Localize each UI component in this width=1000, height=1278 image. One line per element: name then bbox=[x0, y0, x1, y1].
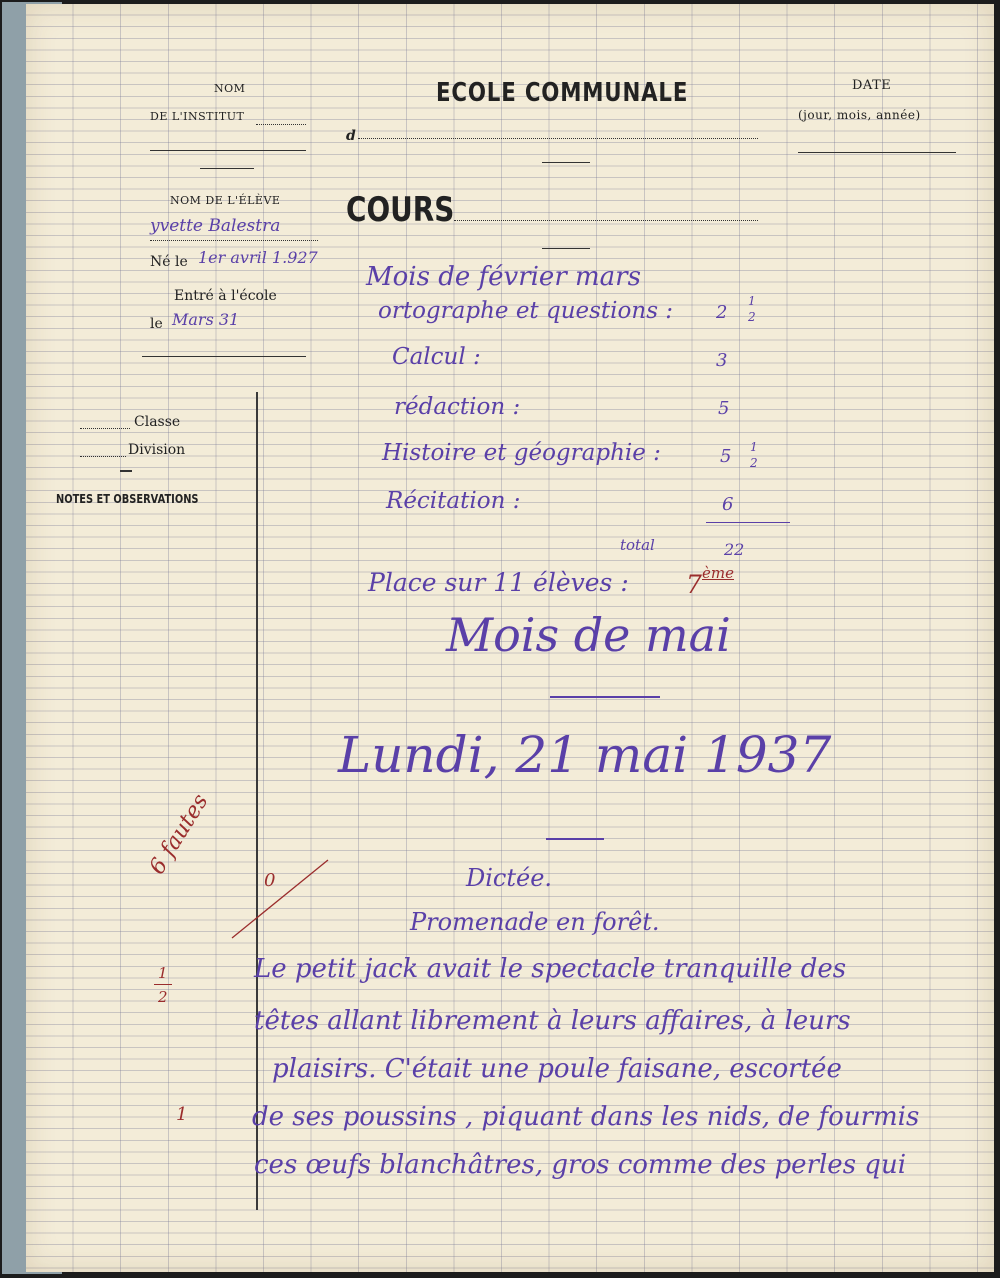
date-label: DATE bbox=[852, 78, 892, 93]
total-label: total bbox=[620, 536, 655, 554]
le-label: le bbox=[150, 316, 163, 332]
date-line bbox=[798, 152, 956, 153]
grade-subject-5: Récitation : bbox=[386, 488, 521, 514]
cours-line bbox=[454, 220, 758, 221]
school-line bbox=[358, 138, 758, 139]
division-label: Division bbox=[128, 442, 186, 458]
ne-label: Né le bbox=[150, 254, 188, 270]
half-num: 1 bbox=[158, 964, 168, 982]
notebook-page bbox=[26, 4, 994, 1272]
notes-label: NOTES ET OBSERVATIONS bbox=[56, 492, 199, 506]
dictation-line-3: plaisirs. C'était une poule faisane, escortée bbox=[272, 1054, 842, 1084]
eleve-divider bbox=[142, 356, 306, 357]
month-heading: Mois de mai bbox=[446, 608, 731, 662]
exercise-title: Dictée. bbox=[466, 864, 553, 892]
institut-line-2 bbox=[150, 150, 306, 151]
division-line bbox=[80, 456, 126, 457]
grade-score-1: 2 bbox=[716, 302, 728, 323]
dictation-line-2: têtes allant librement à leurs affaires, à leurs bbox=[254, 1006, 851, 1036]
school-divider bbox=[542, 162, 590, 163]
month-title: Mois de février mars bbox=[366, 262, 641, 292]
sidebar-dash bbox=[120, 470, 132, 472]
correction-slash bbox=[226, 854, 336, 944]
grade-frac-num-1: 1 bbox=[748, 294, 756, 308]
grade-subject-4: Histoire et géographie : bbox=[382, 440, 661, 466]
grade-frac-num-4: 1 bbox=[750, 440, 758, 454]
eleve-label: NOM DE L'ÉLÈVE bbox=[170, 194, 281, 207]
place-suffix: ème bbox=[702, 564, 734, 582]
grade-subject-2: Calcul : bbox=[392, 344, 481, 370]
correction-slash-line bbox=[232, 860, 328, 938]
dictation-line-1: Le petit jack avait le spectacle tranquille des bbox=[254, 954, 847, 984]
header-divider bbox=[200, 168, 254, 169]
dictation-line-5: ces œufs blanchâtres, gros comme des perles qui bbox=[254, 1150, 907, 1180]
grade-score-4: 5 bbox=[720, 446, 732, 467]
cours-label: COURS bbox=[346, 190, 455, 230]
grade-subject-3: rédaction : bbox=[394, 394, 521, 420]
date-divider bbox=[546, 838, 604, 840]
place-rank: 7 bbox=[686, 570, 702, 599]
faults-zero: 0 bbox=[264, 870, 276, 891]
grade-score-5: 6 bbox=[722, 494, 734, 515]
grade-subject-1: ortographe et questions : bbox=[378, 298, 674, 324]
month-divider bbox=[550, 696, 660, 698]
school-title: ECOLE COMMUNALE bbox=[436, 78, 689, 108]
institut-label: DE L'INSTITUT bbox=[150, 110, 245, 123]
total-value: 22 bbox=[724, 540, 745, 559]
total-rule bbox=[706, 522, 790, 523]
dictation-line-4: de ses poussins , piquant dans les nids, de fourmis bbox=[252, 1102, 920, 1132]
grade-frac-den-4: 2 bbox=[750, 456, 758, 470]
faults-note: 6 fautes bbox=[144, 789, 214, 879]
nom-label: NOM bbox=[214, 82, 246, 95]
entre-label: Entré à l'école bbox=[174, 288, 277, 304]
grade-frac-den-1: 2 bbox=[748, 310, 756, 324]
half-bar bbox=[154, 984, 172, 985]
margin-line bbox=[256, 392, 258, 1210]
classe-label: Classe bbox=[134, 414, 181, 430]
institut-line bbox=[256, 124, 306, 125]
grade-score-3: 5 bbox=[718, 398, 730, 419]
date-heading: Lundi, 21 mai 1937 bbox=[338, 726, 832, 784]
ne-value: 1er avril 1.927 bbox=[198, 248, 318, 267]
eleve-line bbox=[150, 240, 318, 241]
dictation-title: Promenade en forêt. bbox=[410, 908, 660, 936]
d-label: d bbox=[346, 128, 356, 144]
place-text: Place sur 11 élèves : bbox=[368, 568, 629, 597]
correction-one: 1 bbox=[176, 1104, 188, 1125]
cours-divider bbox=[542, 248, 590, 249]
classe-line bbox=[80, 428, 130, 429]
date-format: (jour, mois, année) bbox=[798, 108, 921, 122]
half-den: 2 bbox=[158, 988, 168, 1006]
grade-score-2: 3 bbox=[716, 350, 728, 371]
entre-value: Mars 31 bbox=[172, 310, 240, 329]
eleve-value: yvette Balestra bbox=[150, 216, 281, 236]
